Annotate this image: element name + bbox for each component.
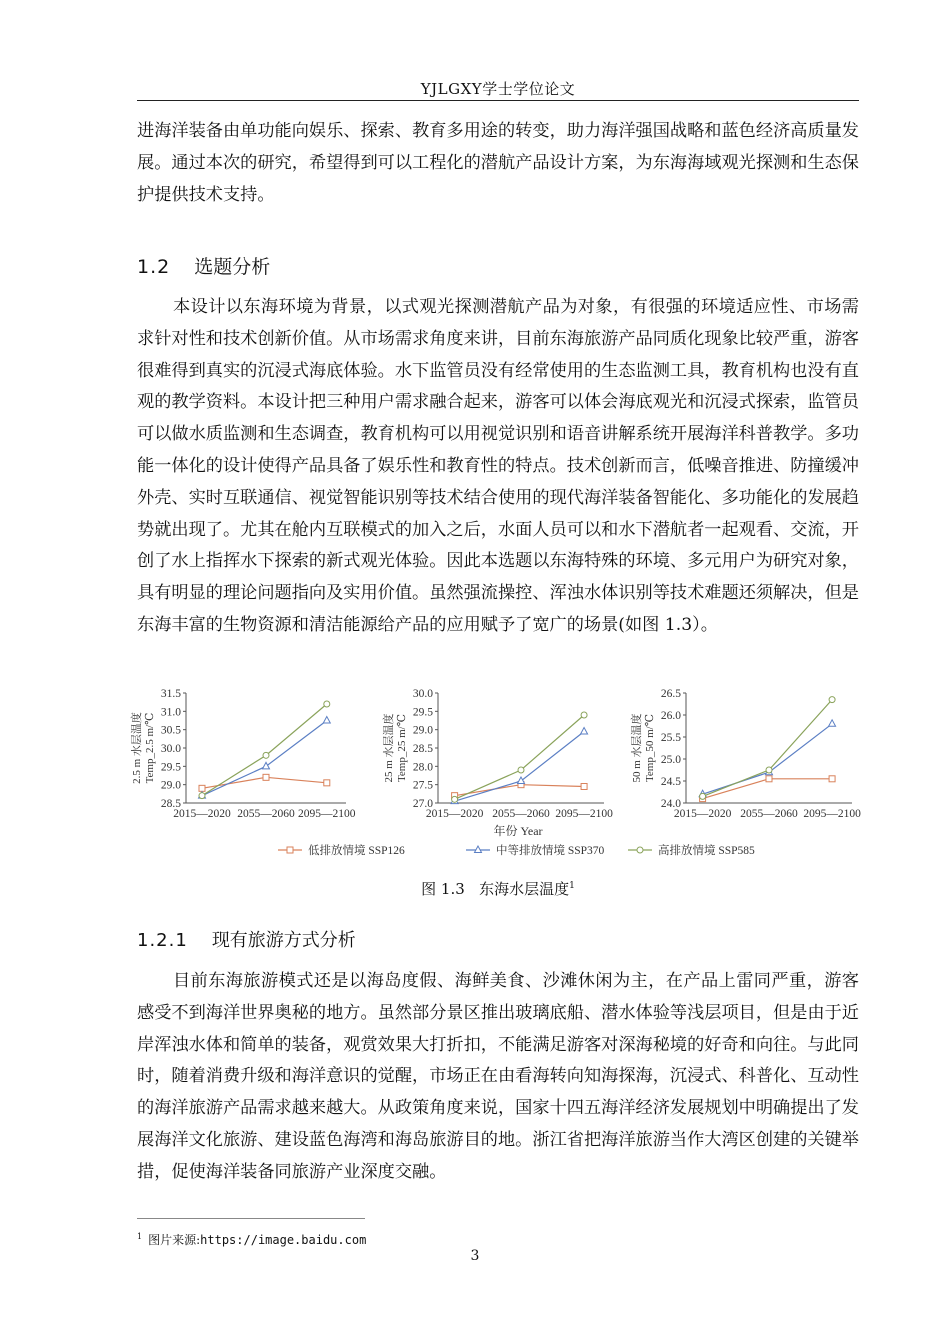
y-tick-label: 27.0 — [412, 798, 433, 810]
y-tick-label: 25.5 — [660, 732, 681, 744]
y-tick-label: 30.5 — [160, 724, 181, 737]
y-tick-label: 29.0 — [412, 724, 433, 737]
y-axis-label-en: Temp_50 m/℃ — [644, 713, 656, 783]
legend-label: 中等排放情境 SSP370 — [496, 845, 605, 857]
y-axis-label: 50 m 水层温度 — [631, 713, 643, 783]
figure-chart — [118, 683, 888, 863]
y-tick-label: 28.5 — [412, 743, 433, 755]
y-tick-label: 24.0 — [660, 798, 681, 810]
series-1-point — [581, 784, 587, 790]
legend-marker — [475, 846, 482, 853]
footnote-url: https://image.baidu.com — [200, 1233, 367, 1247]
footnote-marker: 1 — [137, 1232, 143, 1241]
y-axis-label-en: Temp_2.5 m/℃ — [144, 712, 156, 784]
subsection-title: 现有旅游方式分析 — [211, 930, 356, 951]
chart-panel-1 — [129, 688, 356, 820]
y-tick-label: 30.0 — [412, 688, 433, 700]
figure-caption — [137, 878, 859, 899]
legend-label: 高排放情境 SSP585 — [658, 845, 755, 857]
series-2-point — [323, 717, 330, 724]
series-3-point — [452, 796, 458, 802]
y-tick-label: 30.0 — [160, 743, 181, 755]
subsection-number: 1.2.1 — [137, 930, 188, 951]
x-tick-label: 2015—2020 — [425, 808, 484, 820]
analysis-paragraph: 本设计以东海环境为背景，以式观光探测潜航产品为对象，有很强的环境适应性、市场需求针对性和技术创新价值。从市场需求角度来讲，目前东海旅游产品同质化现象比较严重，游客很难得到真实的沉浸式海底体验。水下监管员没有经常使用的生态监测工具，教育机构也没有直观的教学资料。本设计把三种用户需求融合起来，游客可以体会海底观光和沉浸式探索，监管员可以做水质监测和生态调查，教育机构可以用视觉识别和语音讲解系统开展海洋科普教学。多功能一体化的设计使得产品具备了娱乐性和教育性的特点。技术创新而言，低噪音推进、防撞缓冲外壳、实时互联通信、视觉智能识别等技术结合使用的现代海洋装备智能化、多功能化的发展趋势就出现了。尤其在舱内互联模式的加入之后，水面人员可以和水下潜航者一起观看、交流，开创了水上指挥水下探索的新式观光体验。因此本选题以东海特殊的环境、多元用户为研究对象，具有明显的理论问题指向及实用价值。虽然强流操控、浑浊水体识别等技术难题还须解决，但是东海丰富的生物资源和清洁能源给产品的应用赋予了宽广的场景(如图 1.3）。 — [137, 297, 859, 635]
tourism-paragraph: 目前东海旅游模式还是以海岛度假、海鲜美食、沙滩休闲为主，在产品上雷同严重，游客感受不到海洋世界奥秘的地方。虽然部分景区推出玻璃底船、潜水体验等浅层项目，但是由于近岸浑浊水体和简单的装备，观赏效果大打折扣，不能满足游客对深海秘境的好奇和向往。与此同时，随着消费升级和海洋意识的觉醒，市场正在由看海转向知海探海，沉浸式、科普化、互动性的海洋旅游产品需求越来越大。从政策角度来说，国家十四五海洋经济发展规划中明确提出了发展海洋文化旅游、建设蓝色海湾和海岛旅游目的地。浙江省把海洋旅游当作大湾区创建的关键举措，促使海洋装备同旅游产业深度交融。 — [137, 971, 859, 1182]
chart-panel-3 — [629, 688, 861, 820]
series-3-point — [829, 697, 835, 703]
series-3-point — [324, 701, 330, 707]
legend-marker — [637, 847, 643, 853]
x-tick-label: 2055—2060 — [740, 808, 798, 820]
figure-caption-footnote-marker: 1 — [569, 881, 575, 891]
series-2-point — [518, 777, 525, 784]
x-tick-label: 2095—2100 — [555, 808, 613, 820]
x-axis-label: 年份 Year — [493, 824, 543, 838]
y-tick-label: 24.5 — [660, 776, 681, 788]
series-2-point — [263, 762, 270, 769]
series-1-point — [199, 785, 205, 791]
y-tick-label: 31.0 — [160, 706, 181, 719]
y-tick-label: 27.5 — [412, 779, 433, 792]
x-tick-label: 2055—2060 — [492, 808, 550, 820]
page-header: YJLGXY学士学位论文 — [420, 80, 576, 98]
series-3-point — [263, 752, 269, 758]
y-axis-label-en: Temp_25 m/℃ — [396, 713, 408, 783]
series-1-point — [766, 776, 772, 782]
series-line-3 — [202, 704, 327, 796]
header-rule — [137, 100, 859, 101]
subsection-heading — [137, 926, 356, 952]
figure-caption-label: 图 1.3 — [421, 880, 465, 898]
page-number: 3 — [470, 1248, 480, 1264]
series-3-point — [700, 793, 706, 799]
x-tick-label: 2095—2100 — [803, 808, 861, 820]
series-3-point — [518, 767, 524, 773]
footnote-rule — [137, 1218, 365, 1219]
series-2-point — [829, 720, 836, 727]
section-heading — [137, 252, 270, 279]
x-tick-label: 2015—2020 — [173, 808, 231, 820]
series-1-point — [829, 776, 835, 782]
legend-label: 低排放情境 SSP126 — [308, 845, 405, 857]
x-tick-label: 2095—2100 — [298, 808, 356, 820]
y-tick-label: 26.5 — [660, 688, 681, 700]
section-number: 1.2 — [137, 256, 171, 278]
y-tick-label: 25.0 — [660, 754, 681, 766]
series-2-point — [581, 728, 588, 735]
footnote-label: 图片来源: — [148, 1233, 201, 1247]
figure-caption-title: 东海水层温度 — [479, 880, 570, 898]
series-1-point — [324, 780, 330, 786]
series-3-point — [581, 712, 587, 718]
series-3-point — [199, 793, 205, 799]
y-tick-label: 28.0 — [412, 761, 433, 774]
legend-marker — [287, 847, 293, 853]
y-tick-label: 29.5 — [412, 706, 433, 719]
x-tick-label: 2015—2020 — [673, 808, 732, 820]
chart-panel-2 — [381, 688, 613, 820]
intro-paragraph: 进海洋装备由单功能向娱乐、探索、教育多用途的转变，助力海洋强国战略和蓝色经济高质量发展。通过本次的研究，希望得到可以工程化的潜航产品设计方案，为东海海域观光探测和生态保护提供技术支持。 — [137, 121, 859, 205]
series-1-point — [263, 774, 269, 780]
y-tick-label: 26.0 — [660, 710, 681, 722]
x-tick-label: 2055—2060 — [237, 808, 295, 820]
y-axis-label: 2.5 m 水层温度 — [131, 712, 143, 784]
series-line-2 — [703, 724, 832, 794]
y-tick-label: 29.0 — [160, 779, 181, 792]
series-3-point — [766, 767, 772, 773]
section-title: 选题分析 — [194, 256, 271, 278]
footnote — [137, 1231, 366, 1248]
y-tick-label: 28.5 — [160, 798, 181, 810]
y-tick-label: 29.5 — [160, 761, 181, 774]
y-axis-label: 25 m 水层温度 — [383, 713, 395, 783]
y-tick-label: 31.5 — [160, 688, 181, 700]
